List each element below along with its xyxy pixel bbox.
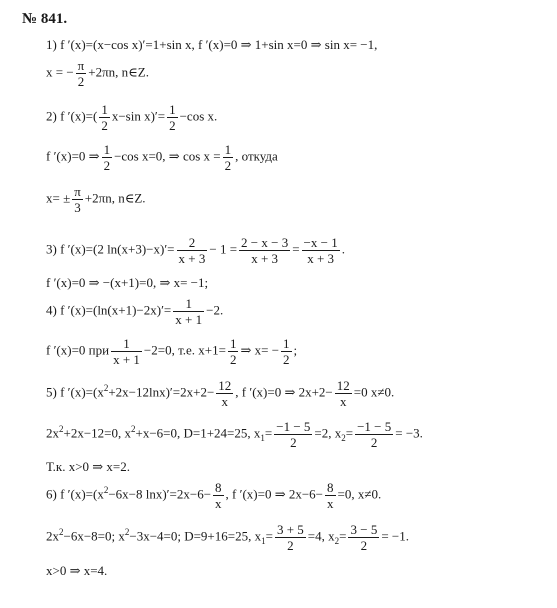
denominator: x + 3: [178, 251, 206, 266]
text: 4) f ′(x)=(ln(x+1)−2x)′=: [46, 302, 172, 318]
denominator: x + 3: [251, 251, 279, 266]
denominator: 2: [229, 352, 237, 367]
problem-number: № 841.: [22, 11, 68, 27]
text: x = −: [46, 64, 74, 80]
text: , откуда: [235, 148, 278, 164]
denominator: x: [221, 394, 229, 409]
fraction: [302, 235, 340, 266]
denominator: 2: [360, 538, 368, 553]
text: , f ′(x)=0 ⇒ 2x−6−: [225, 486, 323, 502]
fraction: [223, 142, 234, 173]
text: =4, x: [307, 528, 335, 544]
denominator: x + 1: [113, 352, 140, 367]
fraction: [76, 58, 87, 89]
fraction: [177, 235, 208, 266]
fraction: [102, 142, 113, 173]
numerator: π: [77, 58, 85, 73]
fraction: [99, 102, 110, 133]
subscript: 2: [334, 536, 340, 547]
text: +2πn, n∈Z.: [88, 64, 149, 80]
superscript: 2: [131, 424, 136, 435]
numerator: 1: [229, 336, 237, 351]
denominator: x: [327, 496, 334, 511]
p6-line2: [46, 522, 409, 553]
numerator: 1: [283, 336, 290, 351]
p4-line2: [46, 336, 297, 367]
text: =: [265, 528, 273, 544]
numerator: −1 − 5: [276, 419, 311, 434]
numerator: 3 − 5: [350, 522, 378, 537]
numerator: 1: [169, 102, 176, 117]
numerator: 1: [173, 296, 204, 312]
numerator: 1: [111, 336, 142, 352]
text: 2x: [46, 528, 59, 544]
numerator: π: [74, 184, 81, 199]
text: 6) f ′(x)=(x: [46, 486, 104, 502]
denominator: 2: [370, 435, 378, 450]
p1-line1: 1) f ′(x)=(x−cos x)′=1+sin x, f ′(x)=0 ⇒ 1+sin x=0 ⇒ sin x= −1,: [46, 37, 378, 52]
denominator: 2: [169, 118, 176, 133]
superscript: 2: [59, 527, 64, 538]
text: −2=0, т.е. x+1=: [143, 342, 226, 358]
text: f ′(x)=0 ⇒: [46, 148, 100, 164]
numerator: 8: [215, 480, 222, 495]
subscript: 1: [261, 536, 266, 547]
denominator: 2: [283, 352, 290, 367]
denominator: 3: [74, 200, 81, 215]
fraction: [72, 184, 83, 215]
text: x= ±: [46, 190, 71, 206]
text: =0, x≠0.: [337, 486, 382, 502]
denominator: x + 1: [175, 312, 203, 327]
superscript: 2: [124, 527, 130, 538]
fraction: [348, 522, 379, 553]
p3-line2: f ′(x)=0 ⇒ −(x+1)=0, ⇒ x= −1;: [46, 275, 209, 290]
text: 5) f ′(x)=(x: [46, 384, 104, 400]
superscript: 2: [103, 383, 109, 394]
text: =2, x: [314, 425, 342, 441]
text: 2) f ′(x)=(: [46, 108, 98, 124]
text: =: [292, 241, 300, 257]
text: .: [341, 241, 345, 257]
fraction: [167, 102, 178, 133]
denominator: 2: [290, 435, 297, 450]
fraction: [216, 378, 233, 409]
p5-line3: Т.к. x>0 ⇒ x=2.: [46, 459, 131, 474]
denominator: 2: [103, 158, 111, 173]
text: = −1.: [381, 528, 409, 544]
text: − 1 =: [209, 241, 238, 257]
denominator: 2: [287, 538, 294, 553]
p1-line2: [46, 58, 149, 89]
text: 2x: [46, 425, 59, 441]
denominator: 2: [101, 118, 108, 133]
p2-line1: [46, 102, 217, 133]
text: 3) f ′(x)=(2 ln(x+3)−x)′=: [46, 241, 175, 257]
fraction: [111, 336, 142, 367]
p5-line1: [46, 378, 394, 409]
text: x−sin x)′=: [111, 108, 166, 124]
text: ⇒ x= −: [240, 342, 280, 358]
denominator: 2: [224, 158, 232, 173]
fraction: [173, 296, 204, 327]
p2-line3: [46, 184, 146, 215]
denominator: x + 3: [307, 251, 335, 266]
p6-line3: x>0 ⇒ x=4.: [46, 563, 108, 578]
text: =: [264, 425, 273, 441]
p4-line1: [46, 296, 223, 327]
fraction: [281, 336, 292, 367]
superscript: 2: [59, 424, 64, 435]
text: −cos x.: [179, 108, 218, 124]
p2-line2: [46, 142, 278, 173]
text: −6x−8=0; x: [63, 528, 125, 544]
fraction: [213, 480, 224, 511]
fraction: [274, 419, 312, 450]
text: +2x−12=0, x: [63, 425, 131, 441]
numerator: 1: [224, 142, 232, 157]
fraction: [325, 480, 336, 511]
subscript: 1: [260, 433, 265, 444]
fraction: [355, 419, 393, 450]
fraction: [239, 235, 290, 266]
superscript: 2: [103, 485, 109, 496]
text: +2x−12lnx)′=2x+2−: [108, 384, 215, 400]
fraction: [275, 522, 306, 553]
text: = −3.: [395, 425, 423, 441]
numerator: 2 − x − 3: [241, 235, 289, 250]
text: +x−6=0, D=1+24=25, x: [135, 425, 261, 441]
p3-line1: [46, 235, 345, 266]
numerator: 2: [177, 235, 208, 251]
numerator: 1: [103, 142, 111, 157]
text: , f ′(x)=0 ⇒ 2x+2−: [235, 384, 333, 400]
fraction: [335, 378, 352, 409]
numerator: 1: [101, 102, 108, 117]
denominator: 2: [77, 74, 85, 89]
text: =: [345, 425, 354, 441]
text: −6x−8 lnx)′=2x−6−: [108, 486, 212, 502]
numerator: 12: [336, 378, 350, 393]
text: f ′(x)=0 при: [46, 342, 110, 358]
fraction: [228, 336, 239, 367]
subscript: 2: [341, 433, 346, 444]
p6-line1: [46, 480, 381, 511]
text: =: [339, 528, 347, 544]
text: +2πn, n∈Z.: [84, 190, 146, 206]
numerator: 12: [218, 378, 232, 393]
text: −2.: [206, 302, 224, 318]
text: −cos x=0, ⇒ cos x =: [114, 148, 221, 164]
text: =0 x≠0.: [353, 384, 395, 400]
text: ;: [293, 342, 298, 358]
denominator: x: [215, 496, 222, 511]
numerator: 3 + 5: [276, 522, 304, 537]
numerator: −x − 1: [303, 235, 338, 250]
p5-line2: [46, 419, 423, 450]
denominator: x: [340, 394, 347, 409]
numerator: −1 − 5: [357, 419, 392, 434]
numerator: 8: [327, 480, 334, 495]
text: −3x−4=0; D=9+16=25, x: [129, 528, 262, 544]
